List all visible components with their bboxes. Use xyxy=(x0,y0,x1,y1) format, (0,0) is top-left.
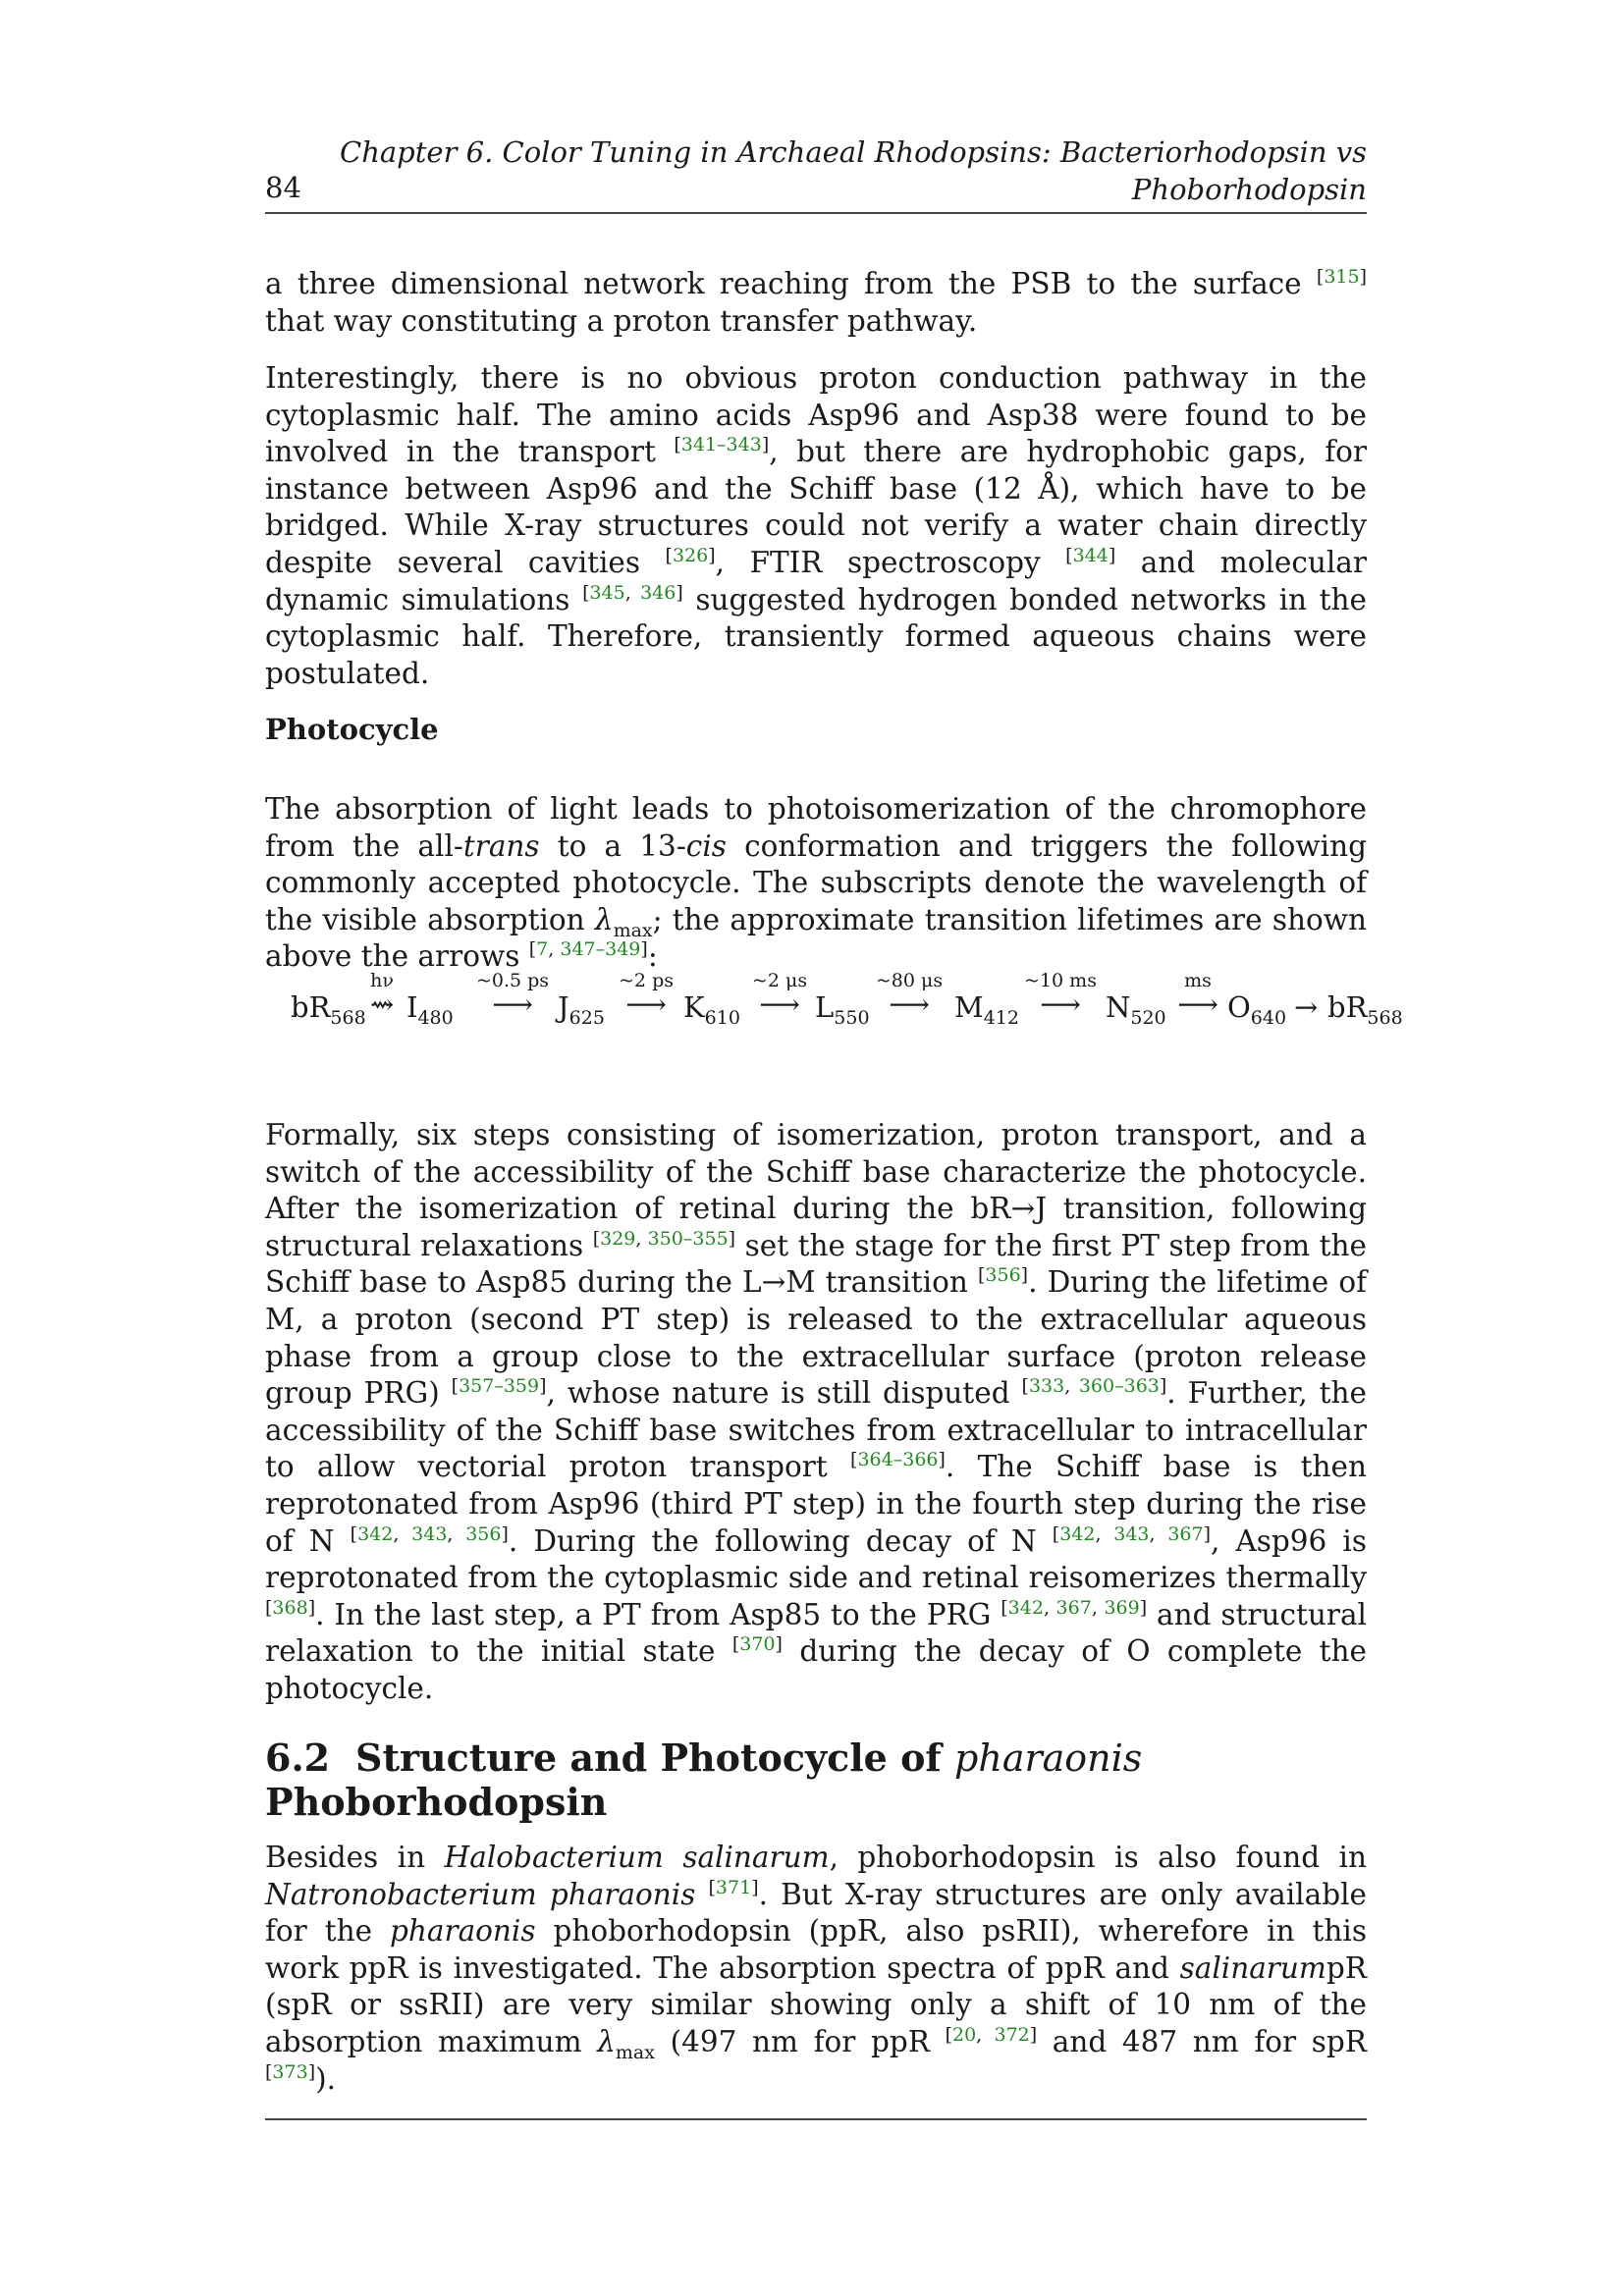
citation[interactable]: [326] xyxy=(665,545,716,567)
footer-rule xyxy=(265,2118,1367,2120)
photocycle-heading: Photocycle xyxy=(265,713,439,746)
chapter-title xyxy=(340,133,1367,208)
paragraph-4: Formally, six steps consisting of isomerization, proton transport, and a switch of the accessibility of the Schiff base characterize the photocycle. After the isomerization of retinal during the bR→J transition, following structural relaxations [329, 350–355] set the stage for the first PT step from the Schiff base to Asp85 during the L→M transition [356]. During the lifetime of M, a proton (second PT step) is released to the extracellular aqueous phase from a group close to the extracellular surface (proton release group PRG) [357–359], whose nature is still disputed [333, 360–363]. Further, the accessibility of the Schiff base switches from extracellular to intracellular to allow vectorial proton transport [364–366]. The Schiff base is then reprotonated from Asp96 (third PT step) in the fourth step during the rise of N [342, 343, 356]. During the following decay of N [342, 343, 367], Asp96 is reprotonated from the cytoplasmic side and retinal reisomerizes thermally [368]. In the last step, a PT from Asp85 to the PRG [342, 367, 369] and structural relaxation to the initial state [370] during the decay of O complete the photocycle. xyxy=(265,1118,1368,1705)
citation[interactable]: [368] xyxy=(265,1596,316,1619)
citation[interactable]: [357–359] xyxy=(451,1375,547,1398)
page-number: 84 xyxy=(265,171,301,204)
paragraph-5: Besides in Halobacterium salinarum, phoborhodopsin is also found in Natronobacterium pharaonis [371]. But X-ray structures are only available for the pharaonis phoborhodopsin (ppR, also psRII), wherefore in this work ppR is investigated. The absorption spectra of ppR and salinarumpR (spR or ssRII) are very similar showing only a shift of 10 nm of the absorption maximum $\lambda_{max}$ (497 nm for ppR [20, 372] and 487 nm for spR [373]). xyxy=(265,1841,1367,2096)
species-bR568-final: $bR_{568}$ xyxy=(1327,990,1403,1029)
photocycle-reaction-scheme xyxy=(291,970,1403,1036)
species-L550: $L_{550}$ xyxy=(815,990,870,1029)
reaction-arrow-4: ~80 μs ⟶ xyxy=(875,970,944,1021)
citation[interactable]: [345, 346] xyxy=(582,581,683,604)
paragraph-2: Interestingly, there is no obvious proton conduction pathway in the cytoplasmic half. The amino acids Asp96 and Asp38 were found to be involved in the transport [341–343], but there are hydrophobic gaps, for instance between Asp96 and the Schiff base (12 Å), which have to be bridged. While X-ray structures could not verify a water chain directly despite several cavities [326], FTIR spectroscopy [344] and molecular dynamic simulations [345, 346] suggested hydrogen bonded networks in the cytoplasmic half. Therefore, transiently formed aqueous chains were postulated. xyxy=(265,361,1367,690)
paragraph-1: a three dimensional network reaching from the PSB to the surface [315] that way constituting a proton transfer pathway. xyxy=(265,266,1367,338)
reaction-arrow-2: ~2 ps ⟶ xyxy=(619,970,674,1021)
reaction-arrow-light: hν ⇝ xyxy=(369,970,395,1021)
citation[interactable]: [341–343] xyxy=(674,434,770,456)
citation[interactable]: [344] xyxy=(1065,545,1116,567)
citation[interactable]: [342, 367, 369] xyxy=(1001,1596,1148,1619)
citation[interactable]: [342, 343, 367] xyxy=(1052,1522,1211,1545)
citation[interactable]: [370] xyxy=(731,1633,783,1656)
citation[interactable]: [342, 343, 356] xyxy=(350,1522,509,1545)
reaction-arrow-3: ~2 μs ⟶ xyxy=(751,970,808,1021)
reaction-arrow-6: ms ⟶ xyxy=(1177,970,1218,1021)
citation[interactable]: [20, 372] xyxy=(945,2024,1038,2047)
species-K610: $K_{610}$ xyxy=(683,990,740,1029)
section-number: 6.2 xyxy=(265,1735,331,1780)
reaction-arrow-5: ~10 ms ⟶ xyxy=(1024,970,1097,1021)
citation[interactable]: [315] xyxy=(1316,266,1367,289)
citation[interactable]: [356] xyxy=(977,1264,1029,1287)
citation[interactable]: [333, 360–363] xyxy=(1021,1375,1167,1398)
species-M412: $M_{412}$ xyxy=(954,990,1019,1029)
citation[interactable]: [329, 350–355] xyxy=(592,1227,736,1250)
species-J625: $J_{625}$ xyxy=(558,990,605,1029)
citation[interactable]: [373] xyxy=(265,2060,316,2083)
species-bR568: $bR_{568}$ xyxy=(291,990,366,1029)
species-I480: $I_{480}$ xyxy=(406,990,454,1029)
paragraph-3: The absorption of light leads to photoisomerization of the chromophore from the all-trans to a 13-cis conformation and triggers the following commonly accepted photocycle. The subscripts denote the wavelength of the visible absorption $\lambda_{max}$; the approximate transition lifetimes are shown above the arrows [7, 347–349]: xyxy=(265,792,1367,974)
document-page xyxy=(265,0,1403,2296)
citation[interactable]: [371] xyxy=(708,1876,759,1898)
running-header xyxy=(265,133,1367,214)
species-N520: $N_{520}$ xyxy=(1106,990,1166,1029)
reaction-arrow-1: ~0.5 ps ⟶ xyxy=(475,970,550,1021)
section-heading: 6.2 Structure and Photocycle of pharaonis Phoborhodopsin xyxy=(265,1735,1143,1824)
reaction-arrow-7: → xyxy=(1294,990,1319,1024)
species-O640: $O_{640}$ xyxy=(1227,990,1287,1029)
chapter-title-line1: Chapter 6. Color Tuning in Archaeal Rhodopsins: Bacteriorhodopsin vs xyxy=(340,135,1367,169)
citation[interactable]: [7, 347–349] xyxy=(528,938,648,961)
citation[interactable]: [364–366] xyxy=(850,1449,946,1471)
chapter-title-line2: Phoborhodopsin xyxy=(1131,173,1367,206)
